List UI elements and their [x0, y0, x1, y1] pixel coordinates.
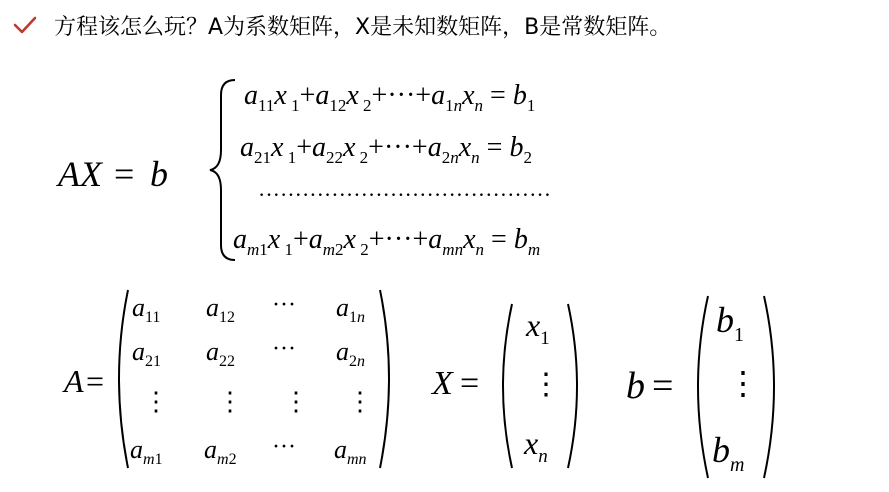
matrix-a-label — [62, 363, 104, 399]
matrix-x-left-paren — [503, 304, 512, 468]
svg-text:X: X — [432, 365, 453, 402]
system-row-ellipsis: ········································ — [258, 182, 552, 207]
svg-text:···: ··· — [272, 434, 296, 460]
svg-text:=: = — [114, 154, 135, 194]
svg-text:xn: $x_n$ — [524, 425, 548, 467]
equation-lhs — [56, 154, 168, 194]
matrix-b-entries — [712, 300, 759, 476]
svg-text:am1x 1+am2x 2+···+amnxn = bm: $a_m1x$ $_1+a_m2x$ $_2+\cdot\cdot\cdot+a_{mn}x_n = b_m$ — [233, 224, 541, 259]
matrix-b-label — [626, 365, 673, 407]
svg-text:=: = — [86, 363, 105, 399]
svg-text:x1: $x_1$ — [526, 307, 550, 349]
svg-text:⋮: ⋮ — [143, 387, 169, 416]
svg-text:A: A — [64, 363, 84, 399]
system-row-m — [233, 224, 540, 259]
svg-text:am2: $a_m2$ — [204, 435, 237, 468]
svg-text:a12: $a_{12}$ — [206, 293, 235, 326]
svg-text:a21: $a_{21}$ — [132, 337, 161, 370]
heading-text: 方程该怎么玩？A为系数矩阵，X是未知数矩阵，B是常数矩阵。 — [54, 14, 672, 40]
svg-text:a11: $a_{11}$ — [132, 293, 161, 326]
svg-text:=: = — [652, 365, 674, 407]
system-brace — [210, 80, 235, 260]
svg-text:···: ··· — [272, 336, 296, 362]
svg-text:amn: $a_{mn}$ — [334, 435, 367, 468]
svg-text:a22: $a_{22}$ — [206, 337, 235, 370]
system-row-1 — [244, 80, 535, 115]
svg-text:⋮: ⋮ — [347, 387, 373, 416]
system-row-2 — [240, 132, 532, 167]
svg-text:···: ··· — [272, 292, 296, 318]
matrix-x-right-paren — [568, 304, 577, 468]
matrix-a-right-paren — [380, 290, 389, 468]
svg-text:b: b — [626, 365, 645, 407]
svg-text:a21x 1+a22x 2+···+a2nxn = b2: $a_{21}x$ $_1+a_{22}x$ $_2+\cdot\cdot\cdot+a_2nx_n = b_2$ — [240, 132, 532, 167]
svg-text:am1: $a_m1$ — [130, 435, 163, 468]
svg-text:a11x 1+a12x 2+···+a1nxn = b1: $a_{11}x$ $_1+a_{12}x$ $_2+\cdot\cdot\cdot+a_1nx_n = b_1$ — [244, 80, 536, 115]
matrix-x-entries — [523, 307, 561, 467]
svg-text:a1n: $a_1n$ — [336, 293, 365, 326]
svg-text:a2n: $a_2n$ — [336, 337, 365, 370]
matrix-x-label — [430, 365, 479, 402]
svg-text:⋮: ⋮ — [531, 368, 561, 401]
matrix-a-left-paren — [119, 290, 128, 468]
svg-text:⋮: ⋮ — [283, 387, 309, 416]
svg-text:b: b — [150, 154, 168, 194]
matrix-b-right-paren — [764, 296, 774, 478]
svg-text:=: = — [460, 365, 480, 402]
matrix-b-left-paren — [698, 296, 708, 478]
svg-text:bm: $b_m$ — [712, 430, 745, 476]
svg-text:AX: AX — [58, 154, 102, 194]
svg-text:⋮: ⋮ — [727, 365, 759, 401]
svg-text:b1: $b_1$ — [716, 300, 744, 346]
matrix-a-entries — [130, 292, 373, 468]
svg-text:⋮: ⋮ — [217, 387, 243, 416]
